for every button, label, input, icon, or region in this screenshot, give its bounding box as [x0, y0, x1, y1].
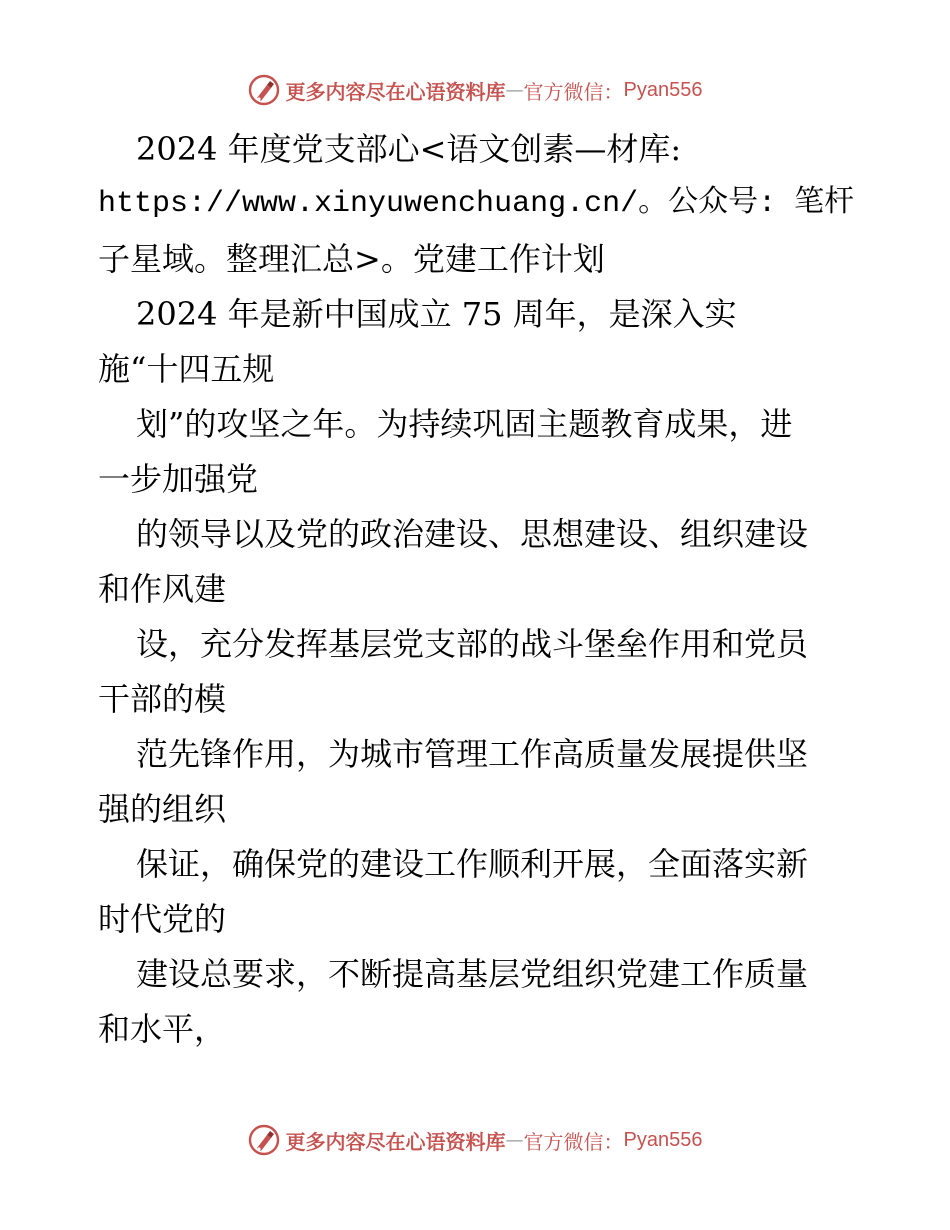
document-line: 一步加强党	[98, 460, 259, 498]
banner-separator: —	[505, 79, 524, 101]
pen-nib-icon	[248, 74, 280, 106]
document-line: 2024 年度党支部心<语文创素—材库:	[136, 130, 682, 168]
header-watermark-banner	[0, 70, 950, 110]
banner-wechat-id: Pyan556	[623, 78, 703, 101]
document-line: 建设总要求，不断提高基层党组织党建工作质量	[136, 955, 809, 993]
pen-nib-icon	[248, 1124, 280, 1156]
banner-main-text: 更多内容尽在心语资料库	[285, 1129, 506, 1154]
banner-separator: —	[505, 1129, 524, 1151]
document-line-url	[98, 177, 858, 232]
document-line: 和作风建	[98, 570, 227, 608]
document-line: 2024 年是新中国成立 75 周年，是深入实	[136, 295, 737, 333]
footer-watermark-banner	[0, 1120, 950, 1160]
banner-wechat-id: Pyan556	[623, 1128, 703, 1151]
document-line: 干部的模	[98, 680, 227, 718]
document-line: 子星域。整理汇总>。党建工作计划	[98, 240, 605, 278]
document-line: 施“十四五规	[98, 350, 275, 388]
banner-wechat-label: 官方微信：	[523, 79, 624, 104]
document-line: 和水平，	[98, 1010, 227, 1048]
document-line: 强的组织	[98, 790, 227, 828]
document-line: 的领导以及党的政治建设、思想建设、组织建设	[136, 515, 809, 553]
document-line: 范先锋作用，为城市管理工作高质量发展提供坚	[136, 735, 809, 773]
document-line: 保证，确保党的建设工作顺利开展，全面落实新	[136, 845, 809, 883]
document-line: 划”的攻坚之年。为持续巩固主题教育成果，进	[136, 405, 793, 443]
banner-wechat-label: 官方微信：	[523, 1129, 624, 1154]
document-line: 时代党的	[98, 900, 227, 938]
document-body	[98, 122, 858, 1057]
document-line: 设，充分发挥基层党支部的战斗堡垒作用和党员	[136, 625, 809, 663]
banner-main-text: 更多内容尽在心语资料库	[285, 79, 506, 104]
document-line: https://www.xinyuwenchuang.cn/。公众号: 笔杆	[98, 187, 855, 221]
